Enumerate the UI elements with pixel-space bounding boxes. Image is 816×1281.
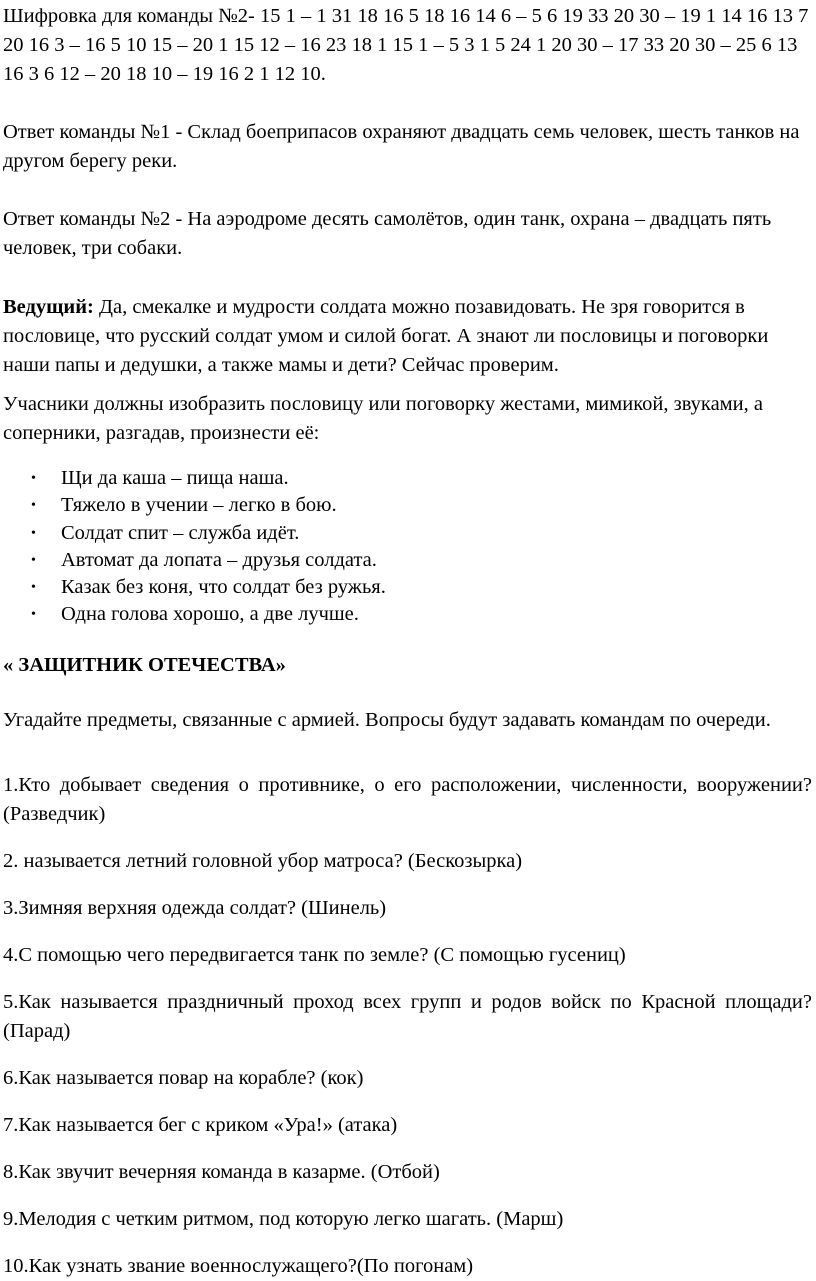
bullet-icon: • [31, 471, 36, 486]
quiz-question: 4.С помощью чего передвигается танк по земле? (С помощью гусениц) [3, 943, 626, 966]
proverb-item [3, 465, 812, 492]
quiz-question: 7.Как называется бег с криком «Ура!» (атака) [3, 1113, 398, 1136]
bullet-icon: • [31, 607, 36, 623]
host-label: Ведущий: [3, 296, 94, 318]
cipher-paragraph: Шифровка для команды №2- 15 1 – 1 31 18 16 5 18 16 14 6 – 5 6 19 33 20 30 – 19 1 14 16 13 7 20 16 3 – 16 5 10 15 – 20 1 15 12 – 16 23 18 1 15 1 – 5 3 1 5 24 1 20 30 – 17 33 20 30 – 25 6 13 16 3 6 12 – 20 18 10 – 19 16 2 1 12 10. [3, 5, 809, 85]
quiz-question: 3.Зимняя верхняя одежда солдат? (Шинель) [3, 896, 387, 919]
proverb-item [3, 492, 812, 519]
host-text: Да, смекалке и мудрости солдата можно позавидовать. Не зря говорится в пословице, что русский солдат умом и силой богат. А знают ли пословицы и поговорки наши папы и дедушки, а также мамы и дети? Сейчас проверим. [3, 296, 769, 376]
team1-answer: Ответ команды №1 - Склад боеприпасов охраняют двадцать семь человек, шесть танков на другом берегу реки. [3, 121, 800, 172]
proverbs-list [3, 465, 812, 629]
document-page [0, 2, 816, 1277]
quiz-question: 8.Как звучит вечерняя команда в казарме. (Отбой) [3, 1160, 440, 1183]
proverb-text: Тяжело в учении – легко в бою. [61, 494, 337, 517]
section-title: « ЗАЩИТНИК ОТЕЧЕСТВА» [3, 653, 286, 676]
proverb-text: Автомат да лопата – друзья солдата. [61, 548, 377, 571]
proverb-text: Казак без коня, что солдат без ружья. [61, 576, 386, 599]
quiz-question: 6.Как называется повар на корабле? (кок) [3, 1066, 364, 1089]
quiz-question: 9.Мелодия с четким ритмом, под которую легко шагать. (Марш) [3, 1207, 564, 1230]
quiz-question: 1.Кто добывает сведения о противнике, о его расположении, численности, вооружении? (Разведчик) [3, 773, 812, 825]
proverb-text: Щи да каша – пища наша. [61, 467, 289, 489]
bullet-icon: • [31, 498, 36, 514]
proverb-item [3, 520, 812, 547]
quiz-question: 2. называется летний головной убор матроса? (Бескозырка) [3, 849, 523, 872]
bullet-icon: • [31, 525, 36, 541]
quiz-intro: Угадайте предметы, связанные с армией. Вопросы будут задавать командам по очереди. [3, 708, 771, 731]
bullet-icon: • [31, 552, 36, 568]
team2-answer: Ответ команды №2 - На аэродроме десять самолётов, один танк, охрана – двадцать пять человек, три собаки. [3, 208, 772, 259]
proverb-text: Одна голова хорошо, а две лучше. [61, 603, 359, 626]
proverb-text: Солдат спит – служба идёт. [61, 521, 300, 544]
host-paragraph [3, 293, 812, 380]
proverb-item [3, 574, 812, 601]
quiz-question: 10.Как узнать звание военнослужащего?(По погонам) [3, 1254, 474, 1277]
bullet-icon: • [31, 580, 36, 596]
participants-paragraph: Учасники должны изобразить пословицу или поговорку жестами, мимикой, звуками, а соперники, разгадав, произнести её: [3, 393, 763, 444]
proverb-item [3, 601, 812, 628]
proverb-item [3, 547, 812, 574]
quiz-question: 5.Как называется праздничный проход всех групп и родов войск по Красной площади? (Парад) [3, 990, 812, 1042]
